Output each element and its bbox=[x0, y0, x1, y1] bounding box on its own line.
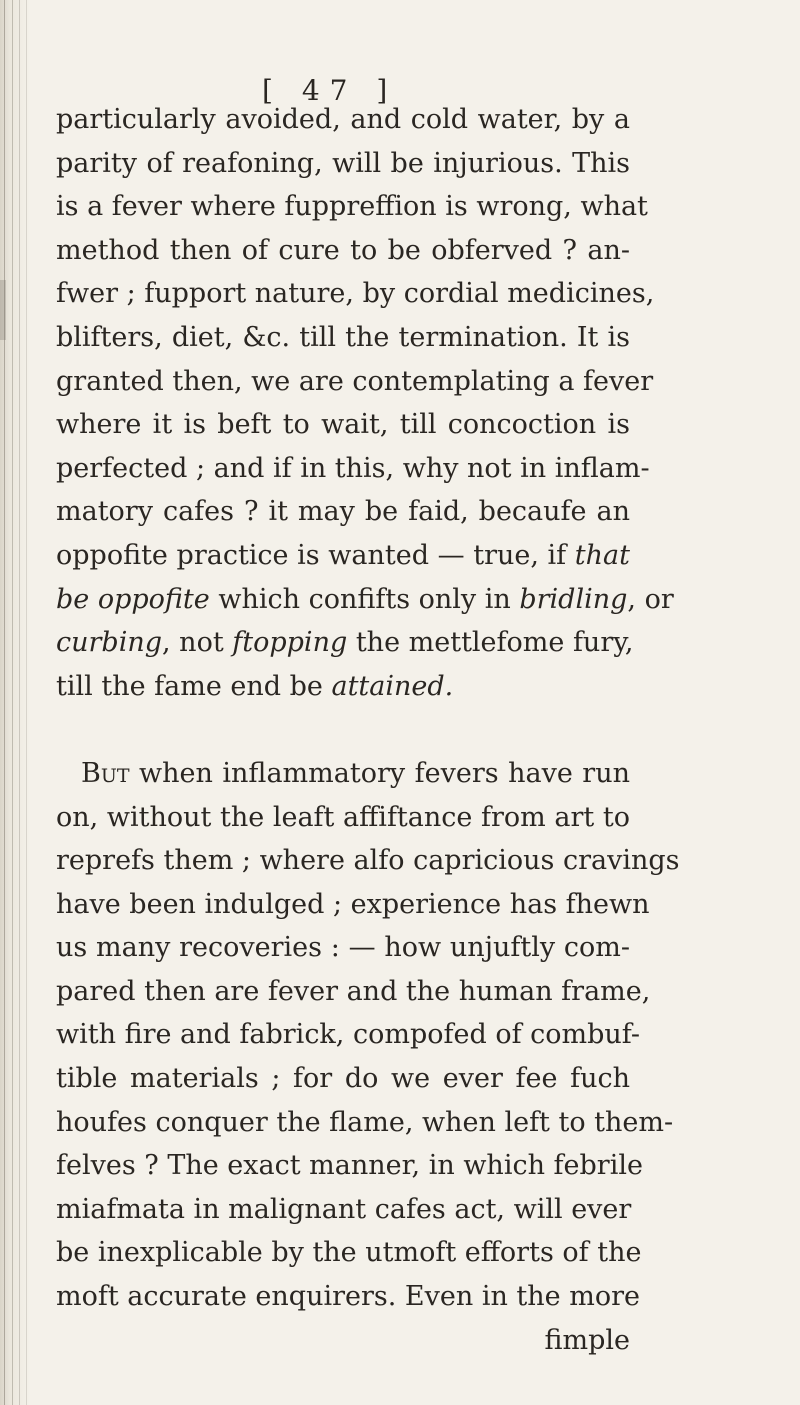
text-line: moft accurate enquirers. Even in the more bbox=[56, 1281, 640, 1313]
italic-text: be oppofite bbox=[56, 583, 210, 615]
text-line: houfes conquer the flame, when left to them- bbox=[56, 1106, 674, 1138]
binding-line bbox=[12, 0, 13, 1405]
text-line: with fire and fabrick, compofed of combuf- bbox=[56, 1019, 640, 1051]
text-line: felves ? The exact manner, in which febrile bbox=[56, 1150, 643, 1182]
page-number: [ 47 ] bbox=[262, 74, 398, 107]
text-line: matory cafes ? it may be faid, becaufe an bbox=[56, 496, 630, 528]
text-line bbox=[56, 665, 630, 709]
text-line: particularly avoided, and cold water, by a bbox=[56, 104, 630, 135]
paragraph-gap bbox=[56, 708, 630, 752]
text-span: , not bbox=[162, 627, 233, 659]
small-caps-lead: But bbox=[81, 757, 130, 789]
text-span: , or bbox=[627, 583, 674, 615]
text-line: pared then are fever and the human frame, bbox=[56, 975, 651, 1007]
binding-line bbox=[4, 0, 5, 1405]
text-span: till the fame end be bbox=[56, 670, 332, 702]
binding-line bbox=[19, 0, 20, 1405]
page-body bbox=[56, 98, 680, 1362]
italic-text: attained. bbox=[331, 670, 454, 702]
italic-text: bridling bbox=[519, 583, 628, 615]
text-line bbox=[56, 621, 634, 665]
text-line: granted then, we are contemplating a fever bbox=[56, 365, 654, 397]
text-line bbox=[56, 578, 674, 622]
binding-stain bbox=[0, 280, 6, 340]
text-line: blifters, diet, &c. till the termination. It is bbox=[56, 321, 630, 353]
italic-text: curbing bbox=[56, 627, 163, 659]
catchword: fimple bbox=[544, 1324, 630, 1356]
text-line: is a fever where fuppreffion is wrong, what bbox=[56, 191, 648, 223]
page-binding-edge bbox=[0, 0, 34, 1405]
text-line: perfected ; and if in this, why not in inflam- bbox=[56, 452, 650, 484]
text-line: us many recoveries : — how unjuftly com- bbox=[56, 932, 630, 964]
text-line: where it is beft to wait, till concoction is bbox=[56, 409, 630, 441]
text-span: the mettlefome fury, bbox=[347, 627, 634, 659]
text-line: miafmata in malignant cafes act, will ever bbox=[56, 1193, 632, 1225]
binding-line bbox=[26, 0, 27, 1405]
text-line: be inexplicable by the utmoft efforts of the bbox=[56, 1237, 642, 1269]
text-line bbox=[56, 534, 630, 578]
text-line bbox=[56, 752, 630, 796]
italic-text: that bbox=[574, 539, 630, 571]
text-span: which confifts only in bbox=[209, 583, 520, 615]
text-line: parity of reafoning, will be injurious. This bbox=[56, 147, 630, 179]
text-span: oppofite practice is wanted — true, if bbox=[56, 539, 567, 571]
text-line: tible materials ; for do we ever fee fuch bbox=[56, 1063, 630, 1095]
text-line: fwer ; fupport nature, by cordial medicines, bbox=[56, 278, 655, 310]
text-line: reprefs them ; where alfo capricious cravings bbox=[56, 845, 680, 877]
text-line: on, without the leaft affiftance from art to bbox=[56, 801, 630, 833]
italic-text: ftopping bbox=[232, 627, 348, 659]
text-line: method then of cure to be obferved ? an- bbox=[56, 234, 630, 266]
text-span: when inflammatory fevers have run bbox=[129, 757, 630, 789]
text-line: have been indulged ; experience has fhewn bbox=[56, 888, 650, 920]
